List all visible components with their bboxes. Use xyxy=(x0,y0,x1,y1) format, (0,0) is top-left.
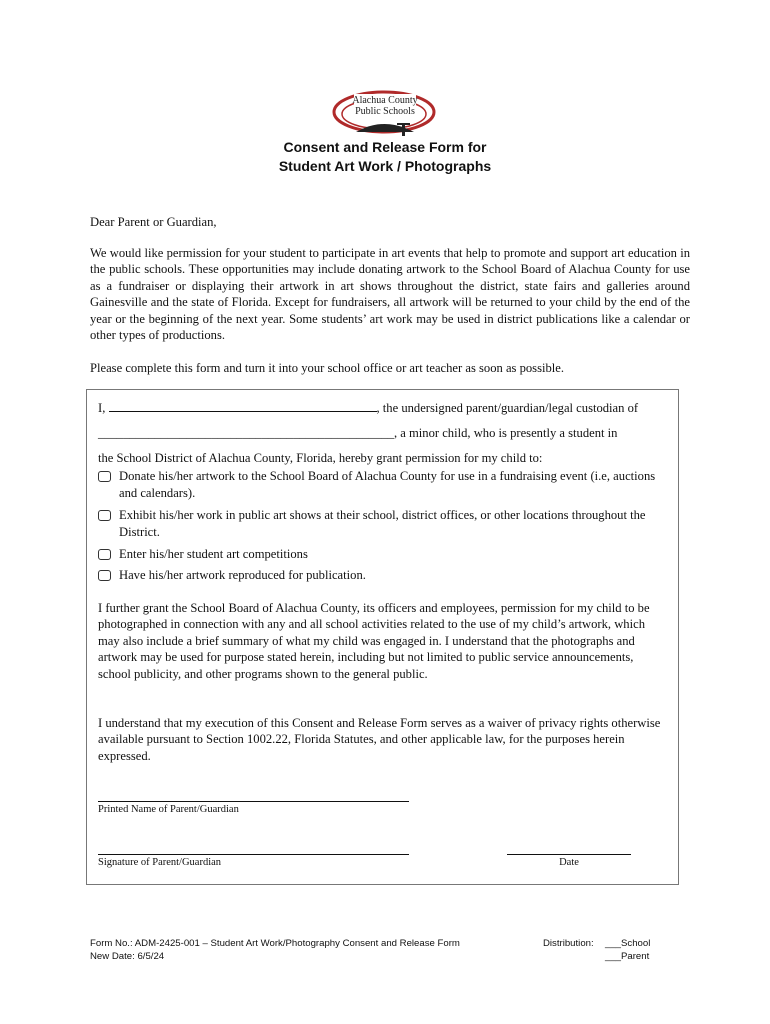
guardian-name-field[interactable] xyxy=(109,400,377,412)
date-label: Date xyxy=(559,857,579,868)
option-label: Exhibit his/her work in public art shows at their school, district offices, or other locations throughout the District. xyxy=(119,508,646,539)
printed-name-field[interactable] xyxy=(98,801,409,802)
logo-line1: Alachua County xyxy=(352,95,418,106)
printed-name-label: Printed Name of Parent/Guardian xyxy=(98,804,239,815)
donate-checkbox[interactable] xyxy=(98,471,111,482)
minor-name-field[interactable]: _______________________________________________ xyxy=(98,426,394,440)
photo-grant-paragraph: I further grant the School Board of Alachua County, its officers and employees, permission for my child to be photographed in connection with any and all school activities related to the use of my child’s artwork, which may also include a brief summary of what my child was engaged in. I understand that the photographs and artwork may be used for purpose stated herein, including but not limited to public service announcements, school publicity, and other programs shown to the general public. xyxy=(98,601,650,681)
form-title-line2: Student Art Work / Photographs xyxy=(278,158,492,174)
distribution-parent: ___Parent xyxy=(605,951,650,962)
signature-label: Signature of Parent/Guardian xyxy=(98,857,222,868)
signature-field[interactable] xyxy=(98,854,409,855)
district-statement: the School District of Alachua County, Florida, hereby grant permission for my child to: xyxy=(98,451,543,465)
i-prefix: I, xyxy=(98,401,106,415)
minor-name-line xyxy=(98,425,666,441)
option-publication xyxy=(98,567,658,584)
intro-paragraph: We would like permission for your student to participate in art events that help to promote and support art education in the public schools. These opportunities may include donating artwork to the School Board of Alachua County for use as a fundraiser or displaying their artwork in art shows throughout the district, state fairs and galleries around Gainesville and the state of Florida. Except for fundraisers, all artwork will be returned to your child by the end of the year or the beginning of the next year. Some students’ art work may be used in district publications like a calendar or other types of productions. xyxy=(90,246,690,343)
option-label: Donate his/her artwork to the School Board of Alachua County for use in a fundraising event (i.e, auctions and calendars). xyxy=(119,469,656,500)
instructions: Please complete this form and turn it into your school office or art teacher as soon as possible. xyxy=(90,361,565,375)
option-label: Have his/her artwork reproduced for publication. xyxy=(119,568,366,582)
logo-line2: Public Schools xyxy=(355,106,415,117)
distribution-options xyxy=(605,937,650,963)
exhibit-checkbox[interactable] xyxy=(98,510,111,521)
distribution-school: ___School xyxy=(605,938,651,949)
publication-checkbox[interactable] xyxy=(98,570,111,581)
date-field[interactable] xyxy=(507,854,631,855)
option-label: Enter his/her student art competitions xyxy=(119,547,308,561)
form-number: Form No.: ADM-2425-001 – Student Art Work/Photography Consent and Release Form xyxy=(90,938,460,949)
competitions-checkbox[interactable] xyxy=(98,549,111,560)
new-date: New Date: 6/5/24 xyxy=(90,951,165,962)
salutation: Dear Parent or Guardian, xyxy=(90,215,217,229)
form-title-line1: Consent and Release Form for xyxy=(283,139,487,155)
distribution-label: Distribution: xyxy=(543,938,594,949)
form-footer xyxy=(90,937,460,963)
custodian-text: , the undersigned parent/guardian/legal custodian of xyxy=(376,401,639,415)
guardian-name-line xyxy=(98,400,666,416)
privacy-waiver-paragraph: I understand that my execution of this Consent and Release Form serves as a waiver of privacy rights otherwise available pursuant to Section 1002.22, Florida Statutes, and other applicable law, for the purposes herein expressed. xyxy=(98,716,661,763)
district-logo xyxy=(332,88,438,138)
option-exhibit xyxy=(98,507,658,541)
minor-text: , a minor child, who is presently a student in xyxy=(393,426,618,440)
option-competitions xyxy=(98,546,658,563)
option-donate xyxy=(98,468,658,502)
